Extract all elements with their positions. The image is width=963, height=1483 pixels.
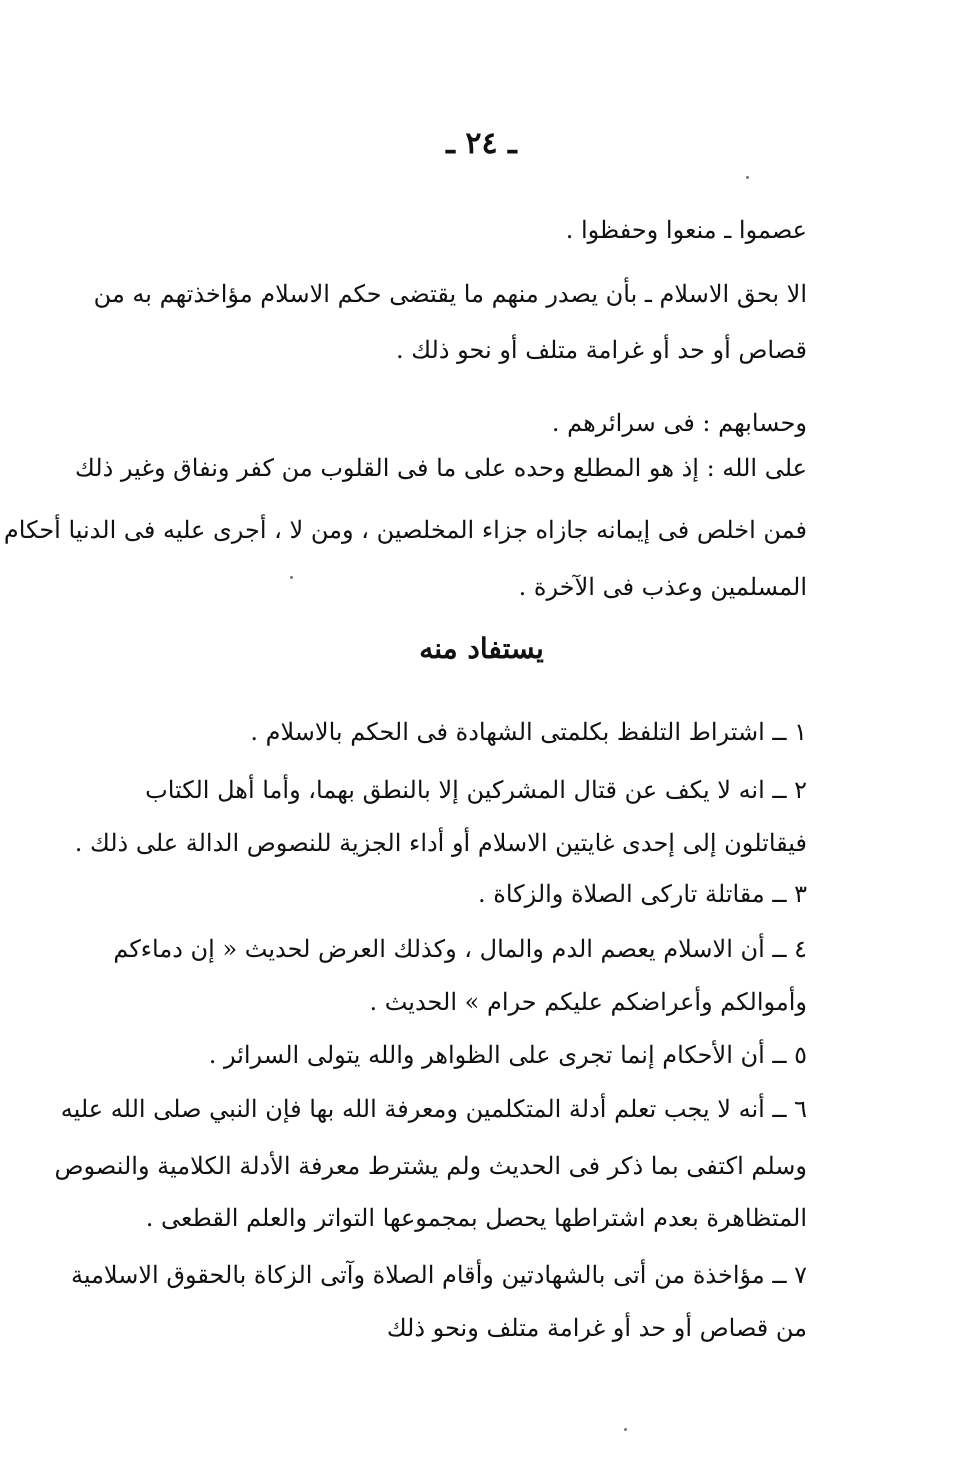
point-line-9: وسلم اكتفى بما ذكر فى الحديث ولم يشترط معرفة الأدلة الكلامية والنصوص	[54, 1152, 807, 1180]
text-line-3: قصاص أو حد أو غرامة متلف أو نحو ذلك .	[396, 336, 807, 364]
text-line-2: الا بحق الاسلام ـ بأن يصدر منهم ما يقتضى حكم الاسلام مؤاخذتهم به من	[93, 280, 807, 308]
point-line-1: ١ ــ اشتراط التلفظ بكلمتى الشهادة فى الحكم بالاسلام .	[250, 718, 807, 746]
point-line-6: وأموالكم وأعراضكم عليكم حرام » الحديث .	[369, 988, 807, 1016]
point-line-7: ٥ ــ أن الأحكام إنما تجرى على الظواهر والله يتولى السرائر .	[208, 1041, 807, 1069]
point-line-11: ٧ ــ مؤاخذة من أتى بالشهادتين وأقام الصلاة وآتى الزكاة بالحقوق الاسلامية	[70, 1261, 807, 1289]
section-heading: يستفاد منه	[419, 632, 544, 665]
point-line-2: ٢ ــ انه لا يكف عن قتال المشركين إلا بالنطق بهما، وأما أهل الكتاب	[145, 776, 807, 804]
text-line-1: عصموا ـ منعوا وحفظوا .	[565, 216, 807, 244]
text-line-5: على الله : إذ هو المطلع وحده على ما فى القلوب من كفر ونفاق وغير ذلك	[75, 454, 807, 482]
point-line-3: فيقاتلون إلى إحدى غايتين الاسلام أو أداء الجزية للنصوص الدالة على ذلك .	[74, 829, 807, 857]
text-line-4: وحسابهم : فى سرائرهم .	[551, 409, 807, 437]
page-number: ـ ٢٤ ـ	[446, 126, 517, 161]
point-line-8: ٦ ــ أنه لا يجب تعلم أدلة المتكلمين ومعرفة الله بها فإن النبي صلى الله عليه	[60, 1095, 807, 1123]
text-line-6: فمن اخلص فى إيمانه جازاه جزاء المخلصين ، ومن لا ، أجرى عليه فى الدنيا أحكام	[3, 516, 807, 544]
scan-speck	[746, 176, 749, 179]
scan-speck	[624, 1428, 627, 1431]
point-line-12: من قصاص أو حد أو غرامة متلف ونحو ذلك	[386, 1314, 807, 1342]
scan-speck	[290, 576, 293, 579]
text-line-7: المسلمين وعذب فى الآخرة .	[518, 573, 807, 601]
point-line-4: ٣ ــ مقاتلة تاركى الصلاة والزكاة .	[478, 880, 807, 908]
point-line-5: ٤ ــ أن الاسلام يعصم الدم والمال ، وكذلك العرض لحديث « إن دماءكم	[113, 935, 807, 963]
point-line-10: المتظاهرة بعدم اشتراطها يحصل بمجموعها التواتر والعلم القطعى .	[145, 1204, 807, 1232]
